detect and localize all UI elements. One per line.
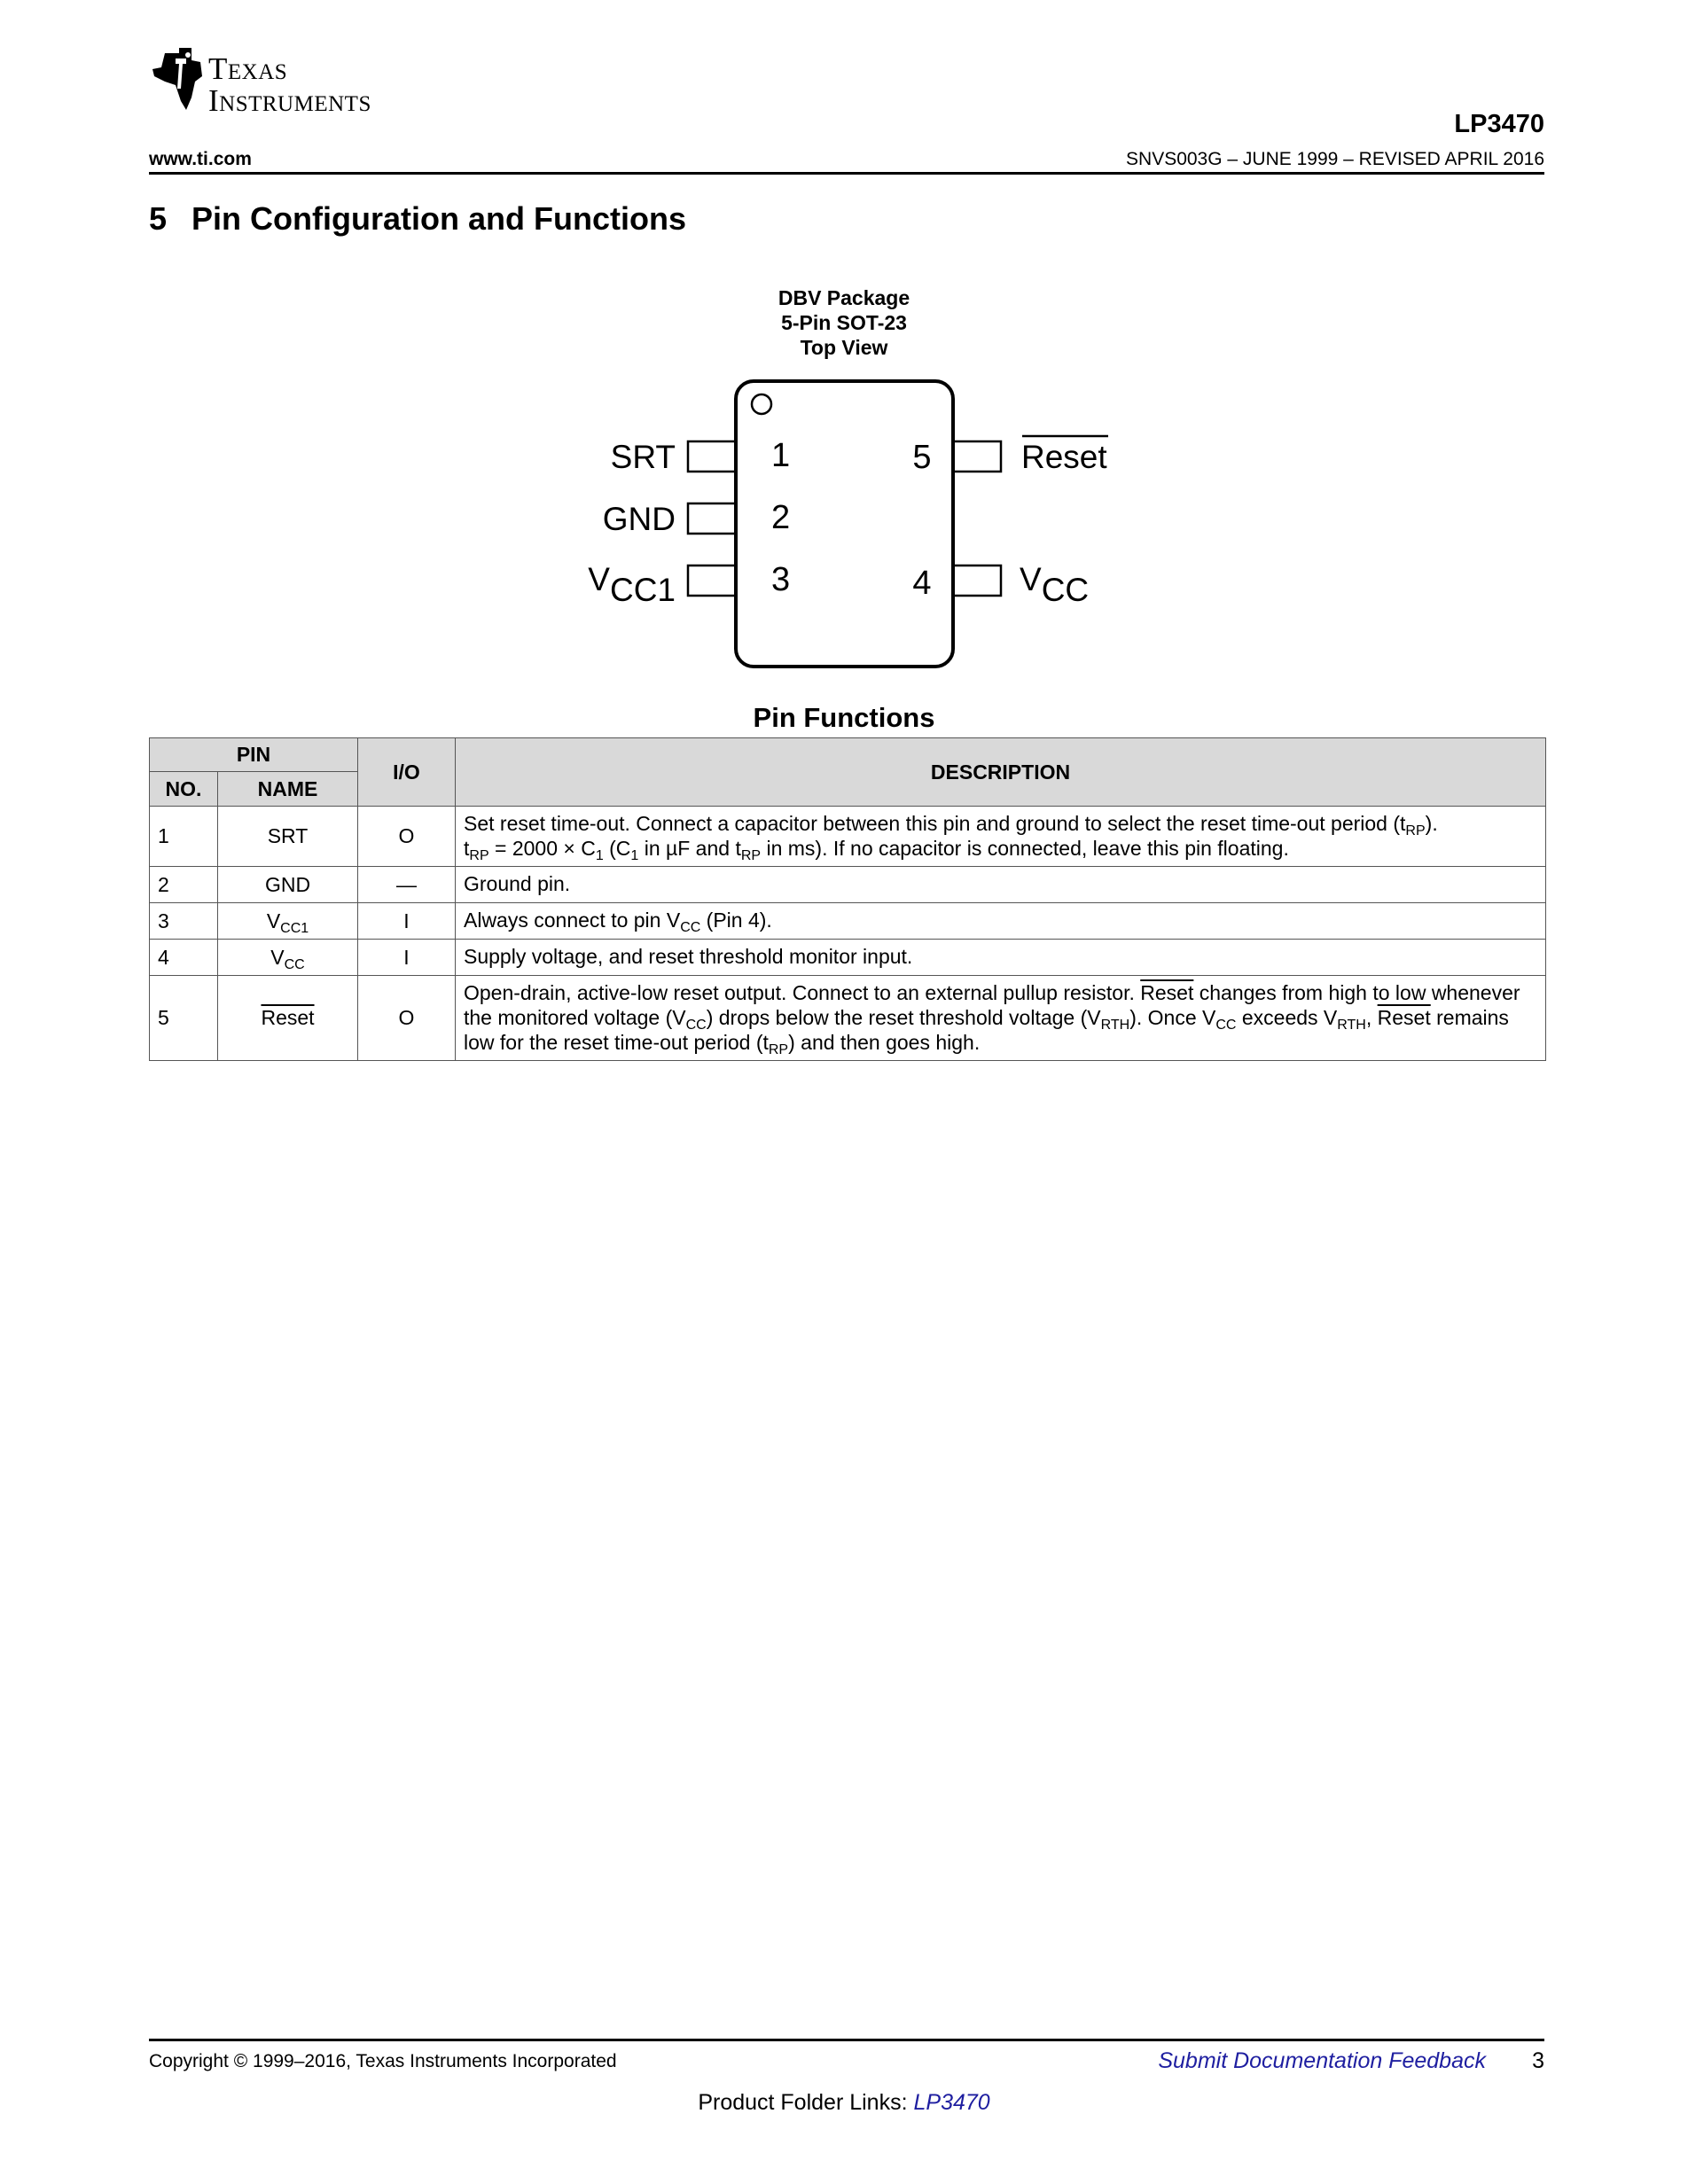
cell-description: Open-drain, active-low reset output. Connect to an external pullup resistor. Reset changes from high to low whenever the monitored voltage $(V_{CC})$ drops below the reset threshold voltage $(V_{RTH})$. Once $V_{CC}$ exceeds $V_{RTH}$, Reset remains low for the reset time-out period $(t_{RP})$ and then goes high. — [456, 976, 1546, 1061]
cell-io: O — [358, 807, 456, 867]
package-line3: Top View — [800, 336, 888, 359]
header-pin: PIN — [150, 738, 358, 772]
pin1-number: 1 — [771, 437, 791, 474]
pin5-lead — [953, 441, 1001, 472]
footer-rule — [149, 2039, 1544, 2041]
cell-no: 4 — [150, 940, 218, 976]
package-caption — [0, 285, 1688, 360]
section-title-text: Pin Configuration and Functions — [191, 200, 686, 237]
pin4-name-main: V — [1020, 561, 1042, 597]
pin5-number: 5 — [912, 439, 932, 476]
cell-description: Set reset time-out. Connect a capacitor between this pin and ground to select the reset time-out period $(t_{RP})$. $t_{RP} = 2000 \times C_1$ ($C_1$ in µF and $t_{RP}$ in ms). If no capacitor is connected, leave this pin floating. — [456, 807, 1546, 867]
header-io: I/O — [358, 738, 456, 807]
header-rule — [149, 172, 1544, 175]
section-number: 5 — [149, 200, 168, 237]
folder-link[interactable]: LP3470 — [913, 2090, 990, 2115]
cell-name: SRT — [218, 807, 358, 867]
table-row — [150, 976, 1546, 1061]
pin3-number: 3 — [771, 561, 791, 598]
pin1-marker — [752, 394, 771, 414]
brand-line1: Texas — [208, 51, 288, 86]
pin3-lead — [688, 566, 736, 596]
pin-functions-table — [149, 737, 1546, 1061]
package-body — [736, 381, 953, 667]
cell-no: 5 — [150, 976, 218, 1061]
copyright: Copyright © 1999–2016, Texas Instruments Incorporated — [149, 2051, 617, 2071]
pin4-name — [1020, 561, 1089, 608]
cell-name: $V_{CC1}$ — [218, 903, 358, 940]
table-title: Pin Functions — [753, 702, 935, 733]
header-no: NO. — [150, 772, 218, 807]
cell-io: I — [358, 940, 456, 976]
cell-description: Supply voltage, and reset threshold monitor input. — [456, 940, 1546, 976]
pin4-lead — [953, 566, 1001, 596]
cell-io: — — [358, 867, 456, 903]
feedback-link[interactable]: Submit Documentation Feedback — [1158, 2048, 1486, 2073]
cell-io: I — [358, 903, 456, 940]
pin2-lead — [688, 503, 736, 534]
table-row — [150, 940, 1546, 976]
cell-no: 1 — [150, 807, 218, 867]
page-number: 3 — [1532, 2048, 1544, 2073]
pin3-name-sub: CC1 — [609, 572, 676, 608]
folder-label: Product Folder Links: — [698, 2090, 914, 2115]
header-description: DESCRIPTION — [456, 738, 1546, 807]
table-row — [150, 867, 1546, 903]
cell-io: O — [358, 976, 456, 1061]
package-line1: DBV Package — [778, 286, 910, 309]
pin5-name: Reset — [1021, 439, 1107, 475]
site-link[interactable]: www.ti.com — [149, 149, 252, 169]
header-name: NAME — [218, 772, 358, 807]
pin1-name: SRT — [610, 439, 676, 475]
cell-name: GND — [218, 867, 358, 903]
pinout-diagram — [532, 372, 1153, 674]
pin3-name-main: V — [588, 561, 610, 597]
cell-description: Always connect to pin $V_{CC}$ (Pin 4). — [456, 903, 1546, 940]
pin2-name: GND — [602, 501, 676, 537]
table-row — [150, 807, 1546, 867]
revision-info: SNVS003G – JUNE 1999 – REVISED APRIL 2016 — [1126, 149, 1544, 169]
pin3-name — [588, 561, 676, 608]
section-title — [149, 200, 686, 238]
product-folder-links — [0, 2090, 1688, 2116]
table-row — [150, 903, 1546, 940]
cell-name: Reset — [218, 976, 358, 1061]
brand-line2: Instruments — [208, 83, 371, 118]
pin4-name-sub: CC — [1041, 572, 1090, 608]
pin2-number: 2 — [771, 499, 791, 536]
pin4-number: 4 — [912, 565, 932, 602]
cell-no: 2 — [150, 867, 218, 903]
package-line2: 5-Pin SOT-23 — [781, 311, 907, 334]
cell-no: 3 — [150, 903, 218, 940]
cell-name: $V_{CC}$ — [218, 940, 358, 976]
ti-brand — [208, 53, 371, 117]
pin1-lead — [688, 441, 736, 472]
doc-id: LP3470 — [1454, 110, 1544, 138]
cell-description: Ground pin. — [456, 867, 1546, 903]
